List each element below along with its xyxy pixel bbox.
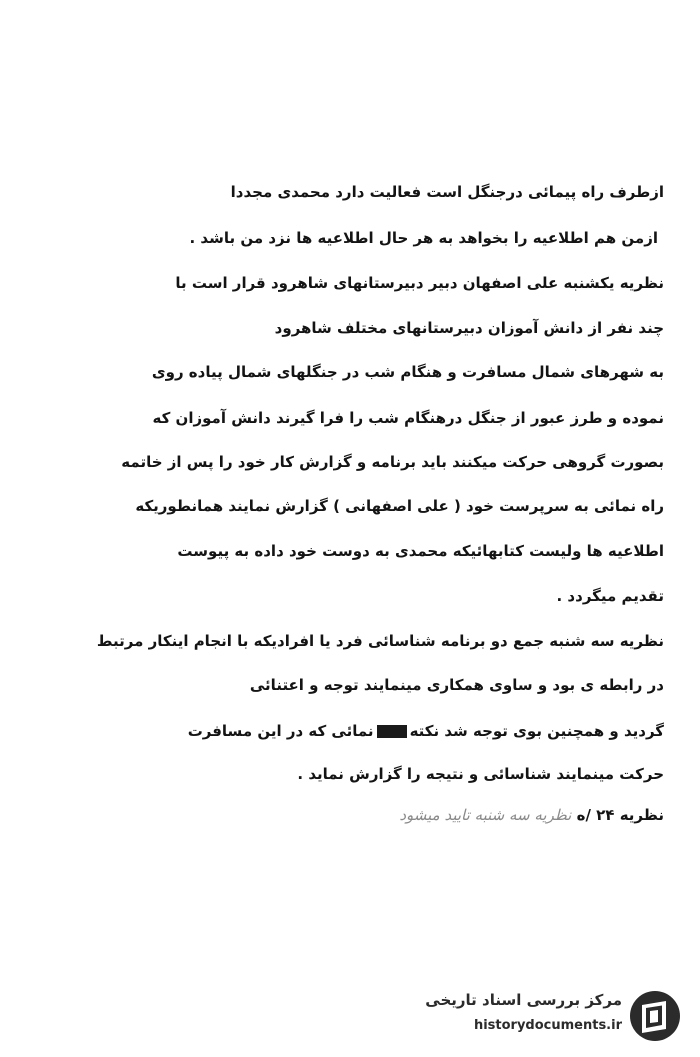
handwritten-note: نظریه سه شنبه تایید میشود	[399, 806, 572, 824]
text-segment: نمائی که در این مسافرت	[187, 722, 374, 740]
text-line: در رابطه ی بود و ساوی همکاری مینمایند توجه و اعتنائی	[249, 676, 664, 694]
redaction-mark	[377, 725, 407, 738]
text-line	[188, 722, 664, 740]
text-line: ازمن هم اطلاعیه را بخواهد به هر حال اطلاعیه ها نزد من باشد .	[189, 229, 658, 247]
text-line: بصورت گروهی حرکت میکنند باید برنامه و گزارش کار خود را پس از خاتمه	[121, 453, 664, 471]
text-line: راه نمائی به سرپرست خود ( علی اصفهانی ) گزارش نمایند همانطوریکه	[135, 497, 664, 515]
text-line: تقدیم میگردد .	[556, 587, 664, 605]
text-segment: نظریه ۲۴ /ه	[576, 806, 664, 824]
archive-logo-icon	[628, 989, 682, 1043]
text-line: ازطرف راه پیمائی درجنگل است فعالیت دارد محمدی مجددا	[230, 183, 664, 201]
text-line: نموده و طرز عبور از جنگل درهنگام شب را فرا گیرند دانش آموزان که	[152, 409, 664, 427]
watermark-url: historydocuments.ir	[473, 1018, 622, 1033]
watermark	[386, 987, 686, 1047]
text-segment: گردید و همچنین بوی توجه شد نکته	[409, 722, 664, 740]
text-line: به شهرهای شمال مسافرت و هنگام شب در جنگلهای شمال پیاده روی	[151, 363, 664, 381]
watermark-title: مرکز بررسی اسناد تاریخی	[425, 991, 622, 1009]
text-line: چند نفر از دانش آموزان دبیرستانهای مختلف شاهرود	[274, 319, 664, 337]
text-line: حرکت مینمایند شناسائی و نتیجه را گزارش نماید .	[297, 765, 664, 783]
text-line: نظریه سه شنبه جمع دو برنامه شناسائی فرد یا افرادیکه با انجام اینکار مرتبط	[96, 632, 664, 650]
text-line	[399, 806, 664, 824]
text-line: اطلاعیه ها ولیست کتابهائیکه محمدی به دوست خود داده به پیوست	[177, 542, 664, 560]
text-line: نظریه یکشنبه علی اصفهان دبیر دبیرستانهای شاهرود قرار است با	[175, 274, 664, 292]
